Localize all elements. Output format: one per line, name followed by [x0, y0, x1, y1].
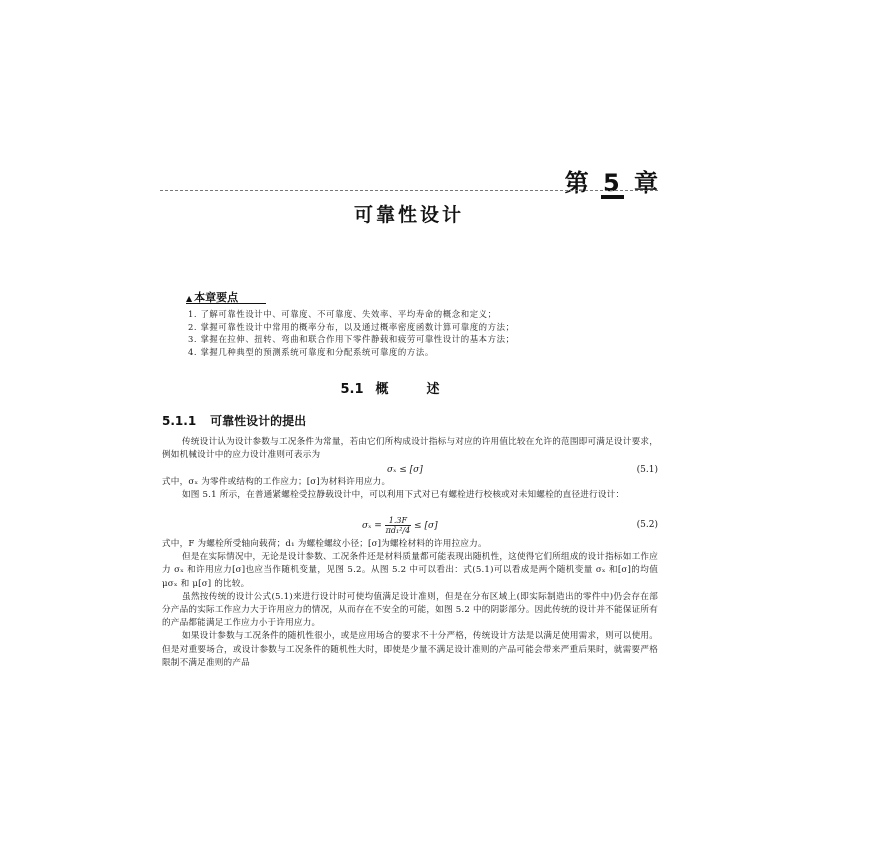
chapter-prefix: 第	[564, 169, 591, 197]
chapter-title: 可靠性设计	[353, 204, 464, 226]
formula-denominator: πd₁²/4	[385, 526, 411, 535]
chapter-suffix: 章	[634, 169, 660, 197]
key-point-item: 1. 了解可靠性设计中、可靠度、不可靠度、失效率、平均寿命的概念和定义；	[188, 309, 497, 319]
formula-number: (5.1)	[636, 465, 658, 475]
paragraph: 式中，σₓ 为零件或结构的工作应力；[σ]为材料许用应力。	[162, 477, 391, 487]
paragraph-block-2	[162, 476, 658, 502]
formula-rhs: ≤ [σ]	[411, 521, 438, 531]
subsection-title: 可靠性设计的提出	[210, 414, 307, 428]
section-heading	[160, 378, 658, 397]
paragraph: 虽然按传统的设计公式(5.1)来进行设计时可使均值满足设计准则，但是在分布区域上(即实际制造出的零件中)仍会存在部分产品的实际工作应力大于许用应力的情况，从而存在不安全的可能，如图 5.2 中的阴影部分。因此传统的设计并不能保证所有的产品都能满足工作应力小于许用应力。	[162, 591, 658, 629]
chapter-number: 5	[602, 169, 622, 197]
formula-numerator: 1.3F	[385, 516, 412, 526]
key-points-heading-text: 本章要点	[194, 291, 239, 304]
subsection-heading	[162, 412, 306, 429]
paragraph-block-3	[162, 538, 658, 670]
chapter-label	[565, 163, 660, 199]
section-number: 5.1	[340, 382, 364, 397]
paragraph: 式中，F 为螺栓所受轴向载荷；d₁ 为螺栓螺纹小径；[σ]为螺栓材料的许用拉应力。	[162, 539, 487, 549]
paragraph: 传统设计认为设计参数与工况条件为常量，若由它们所构成设计指标与对应的许用值比较在允许的范围即可满足设计要求，例如机械设计中的应力设计准则可表示为	[162, 437, 658, 461]
formula-number: (5.2)	[636, 520, 658, 530]
subsection-number: 5.1.1	[162, 414, 197, 428]
paragraph: 但是在实际情况中，无论是设计参数、工况条件还是材料质量都可能表现出随机性，这使得它们所组成的设计指标如工作应力 σₓ 和许用应力[σ]也应当作随机变量，见图 5.2。从图 5.2 中可以看出：式(5.1)可以看成是两个随机变量 σₓ 和[σ]的均值 μσₓ 和 μ[σ] 的比较。	[162, 552, 658, 589]
paragraph: 如果设计参数与工况条件的随机性很小，或是应用场合的要求不十分严格，传统设计方法是以满足使用需求，则可以使用。但是对重要场合，或设计参数与工况条件的随机性大时，即使是少量不满足设计准则的产品可能会带来严重后果时，就需要严格限制不满足准则的产品	[162, 631, 658, 668]
formula-fraction	[385, 516, 412, 535]
key-point-item: 2. 掌握可靠性设计中常用的概率分布，以及通过概率密度函数计算可靠度的方法；	[188, 321, 515, 332]
formula-expression: σₓ ≤ [σ]	[387, 465, 423, 475]
formula-lhs: σₓ =	[362, 521, 385, 531]
key-points-underline	[186, 303, 266, 304]
key-points-list	[188, 308, 658, 358]
paragraph: 如图 5.1 所示，在普通紧螺栓受拉静载设计中，可以利用下式对已有螺栓进行校核或对未知螺栓的直径进行设计：	[182, 490, 625, 501]
key-point-item: 3. 掌握在拉伸、扭转、弯曲和联合作用下零件静载和疲劳可靠性设计的基本方法；	[188, 334, 515, 345]
formula-5-2	[162, 514, 658, 536]
key-point-item: 4. 掌握几种典型的预测系统可靠度和分配系统可靠度的方法。	[188, 346, 434, 357]
chapter-divider	[160, 190, 658, 191]
paragraph-block-1	[162, 436, 658, 462]
triangle-icon: ▲	[186, 294, 193, 303]
formula-expression	[362, 516, 438, 535]
section-title: 概述	[375, 382, 478, 397]
